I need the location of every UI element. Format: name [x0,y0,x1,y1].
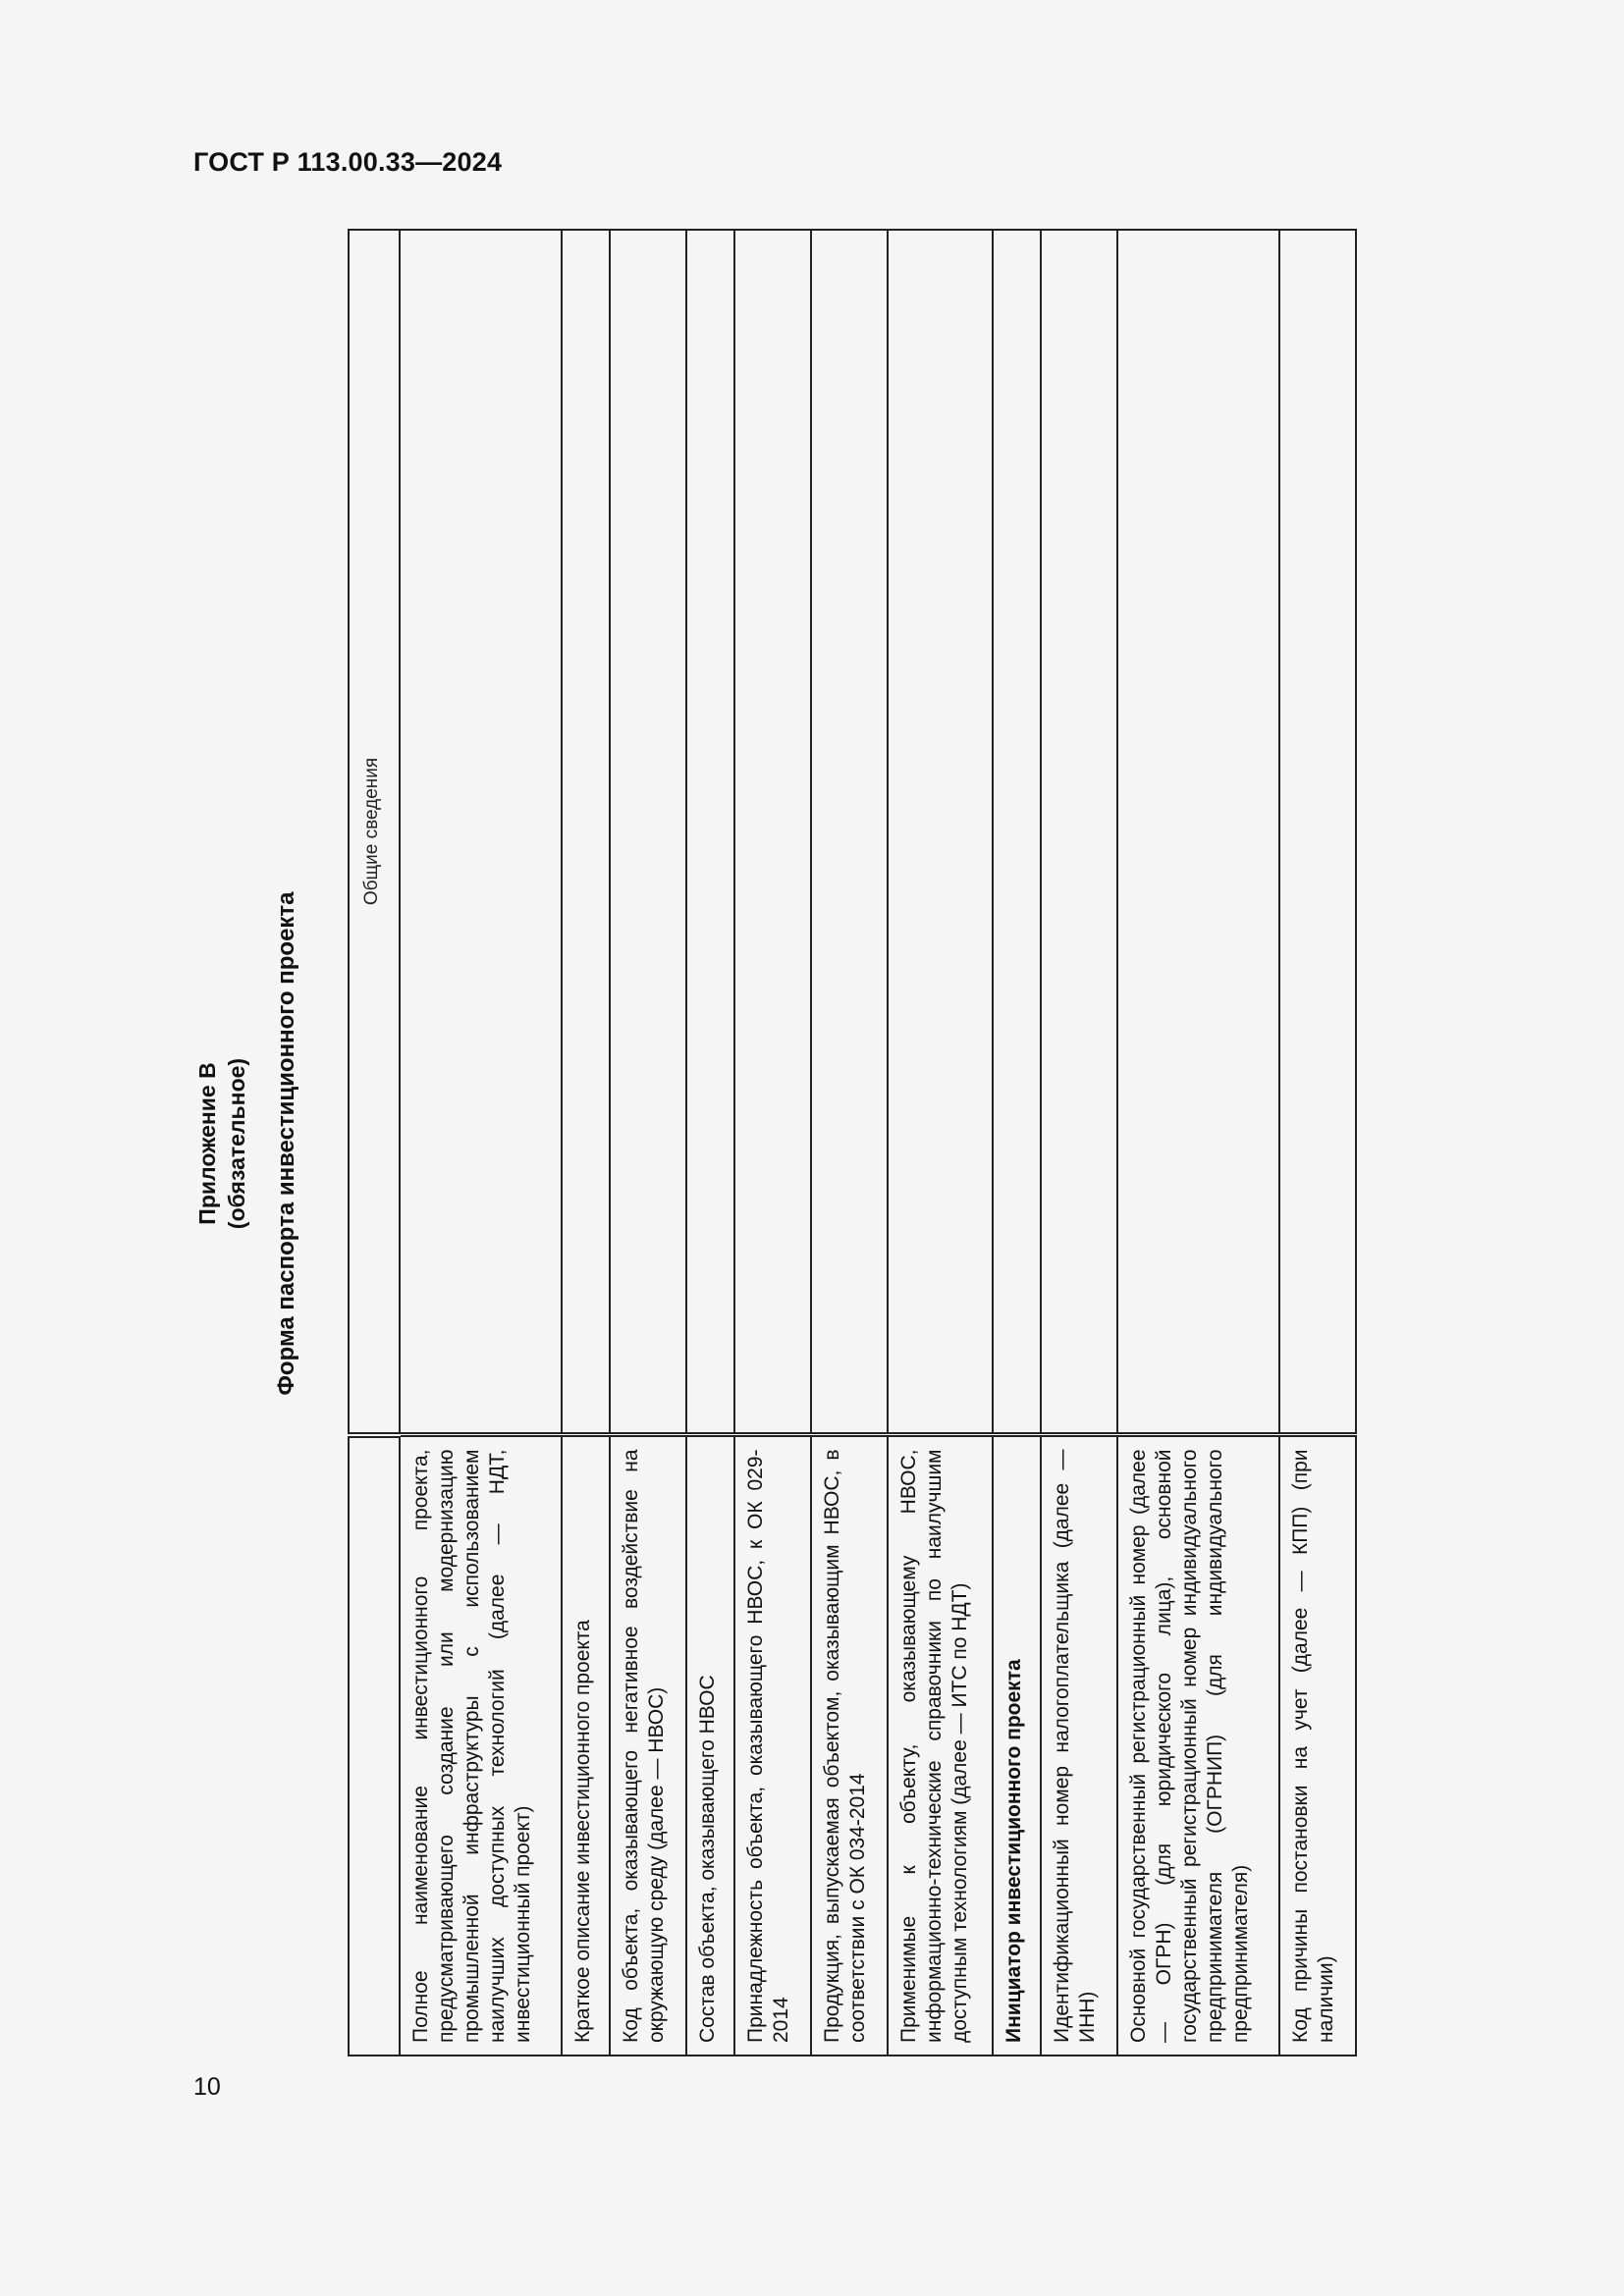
row-value-object-composition[interactable] [686,230,734,1435]
row-value-its-ndt[interactable] [888,230,993,1435]
rotated-page-content [192,231,1337,2056]
row-label-full-name: Полное наименование инвестиционного проекта, предусматривающего создание или модернизацию промышленной инфраструктуры с использованием наилучших доступных технологий (далее — НДТ, инвестиционный проект) [400,1435,562,2056]
table-header-cell-general-info: Общие сведения [349,230,400,1435]
row-label-object-code: Код объекта, оказывающего негативное воздействие на окружающую среду (далее — НВОС) [610,1435,686,2056]
row-label-object-composition: Состав объекта, оказывающего НВОС [686,1435,734,2056]
table-row [811,230,888,2056]
row-label-inn: Идентификационный номер налогоплательщика (далее — ИНН) [1041,1435,1117,2056]
table-row [562,230,610,2056]
table-row [1279,230,1356,2056]
row-value-object-code[interactable] [610,230,686,1435]
table-row [686,230,734,2056]
row-value-ogrn[interactable] [1117,230,1279,1435]
table-row [1041,230,1117,2056]
row-value-products[interactable] [811,230,888,1435]
row-value-inn[interactable] [1041,230,1117,1435]
table-row [610,230,686,2056]
passport-form-table [348,229,1357,2056]
row-label-short-description: Краткое описание инвестиционного проекта [562,1435,610,2056]
row-value-ok029[interactable] [734,230,811,1435]
form-title: Форма паспорта инвестиционного проекта [273,891,299,1396]
row-label-kpp: Код причины постановки на учет (далее — КПП) (при наличии) [1279,1435,1356,2056]
appendix-heading [192,231,251,2056]
appendix-title: Приложение В [194,1062,220,1225]
table-row [888,230,993,2056]
row-label-ok029: Принадлежность объекта, оказывающего НВОС, к ОК 029-2014 [734,1435,811,2056]
table-row [1117,230,1279,2056]
row-label-its-ndt: Применимые к объекту, оказывающему НВОС, информационно-технические справочники по наилучшим доступным технологиям (далее — ИТС по НДТ) [888,1435,993,2056]
row-value-short-description[interactable] [562,230,610,1435]
table-header-row [349,230,400,2056]
table-row [400,230,562,2056]
section-heading-initiator: Инициатор инвестиционного проекта [993,1435,1041,2056]
table-row [993,230,1041,2056]
table-row [734,230,811,2056]
row-value-initiator [993,230,1041,1435]
page-number: 10 [193,2073,221,2101]
row-label-products: Продукция, выпускаемая объектом, оказывающим НВОС, в соответствии с ОК 034-2014 [811,1435,888,2056]
appendix-subtitle: (обязательное) [224,1057,249,1230]
row-value-kpp[interactable] [1279,230,1356,1435]
row-label-ogrn: Основной государственный регистрационный номер (далее — ОГРН) (для юридического лица), основной государственный регистрационный номер индивидуального предпринимателя (ОГРНИП) (для индивидуального предпринимателя) [1117,1435,1279,2056]
row-value-full-name[interactable] [400,230,562,1435]
document-code-header: ГОСТ Р 113.00.33—2024 [193,147,503,177]
table-header-cell-left [349,1435,400,2056]
